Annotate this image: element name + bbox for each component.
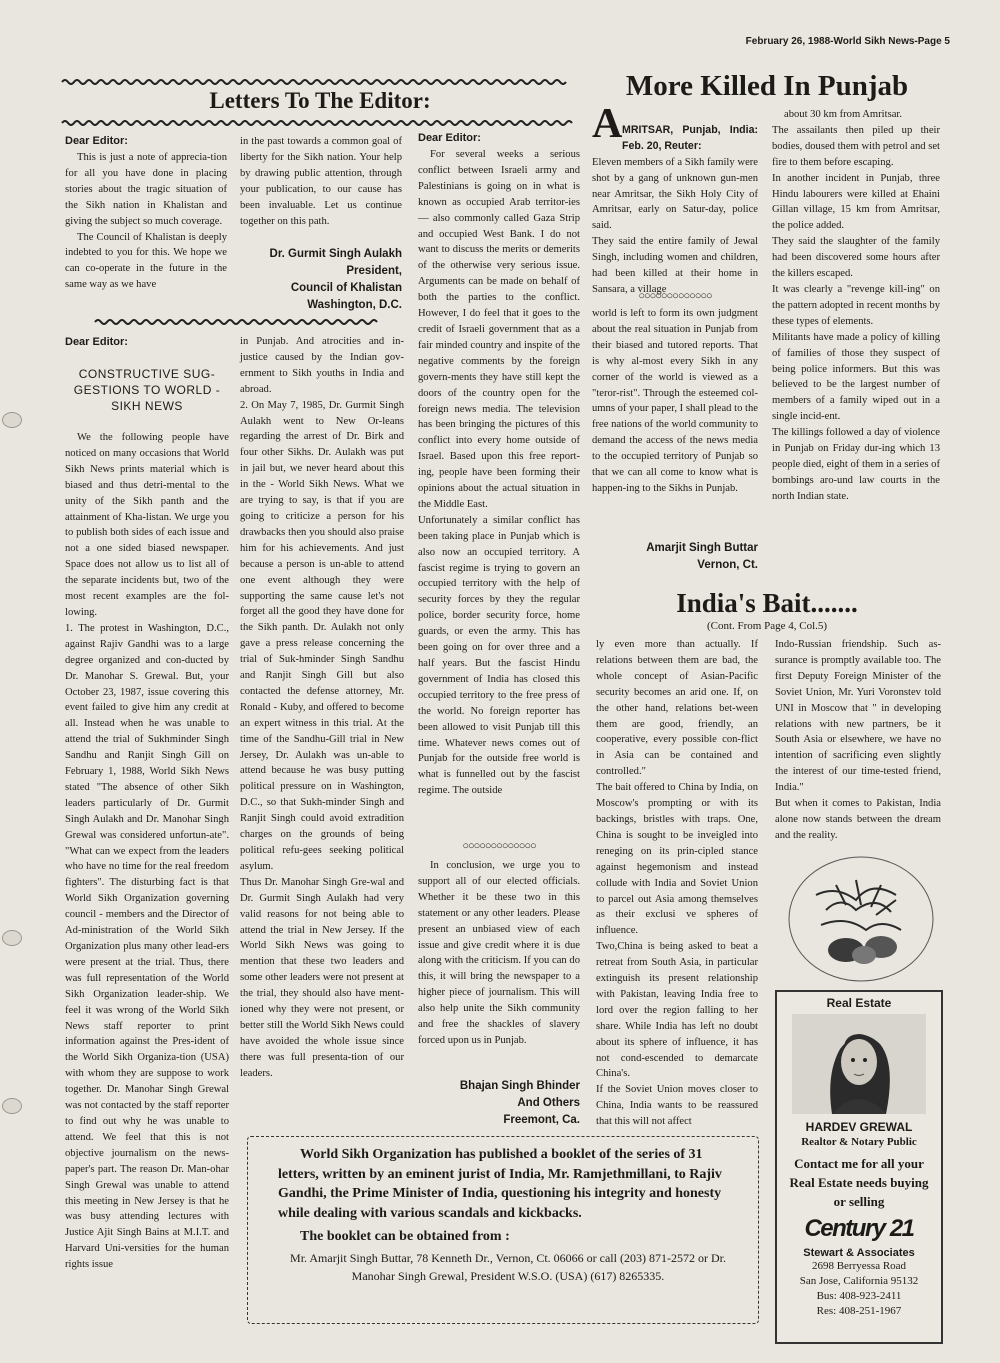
signature-line: Freemont, Ca. xyxy=(503,1114,580,1126)
punjab-paragraph: Eleven members of a Sikh family were shot by a gang of unknown gun-men near Amritsar, the Sikh Holy City of Amritsar, early on Satur-day, police said. They said the entire family of Jewal Singh, including women and children, had been killed at their home in Sansara, a village xyxy=(592,156,758,295)
punjab-title: More Killed In Punjab xyxy=(625,70,909,102)
letter1-salutation: Dear Editor: xyxy=(65,135,128,147)
ad-address-line: San Jose, California 95132 xyxy=(799,1275,919,1287)
bait-paragraph: Indo-Russian friendship. Such as-surance is promptly available too. The first Deputy Foreign Minister of the Soviet Union, Mr. Yuri Voronstev told UNI in Moscow that " in developing relations with new partners, be it South Asia or elsewhere, we have no intention of sacrificing even slightly the interest of our time-tested friend, India." But when it comes to Pakistan, India alone now stands between the dream and the reality. xyxy=(775,639,941,841)
booklet-subheading: The booklet can be obtained from : xyxy=(300,1229,510,1244)
letter2-body-col1 xyxy=(65,430,229,1330)
letter3-paragraph: For several weeks a serious conflict between Israeli army and Palestinians is going on in what is known as occupied Arab territor-ies — also commonly called Gaza Strip and occupied West Bank. I do not want to discuss the merits or demerits of the otherwise very serious issue. Arguments can be made on behalf of both the parties to the conflict. However, I do feel that it goes to the credit of Israeli government that as a fair minded country and inspite of the negative comments by the foreign govern-ments they have still kept the doors of the country open for the foreign news media. The television has been bringing the pictures of this conflict into every home outside of Israel. Based upon this free report-ing, people have been forming their opinions about the actual situation in the Middle East. Unfortunately a similar conflict has been taking place in Punjab which is also now an occupied territory. A fascist regime is trying to govern an occupied territory with the help of security forces by they the regular police, border security force, home guards, or even the army. This has been going on for over three and a half years. But the fascist Hindu government of India has closed this occupied territory to the free press of the world. No foreign reporter has been allowed to visit Punjab till this time. Whatever news comes out of Punjab for the outside free world is what is funnelled out by the fascist regime. The outside xyxy=(418,149,580,797)
letter2-salutation: Dear Editor: xyxy=(65,336,128,348)
punjab-col1-a xyxy=(592,107,758,295)
punjab-col1-b xyxy=(592,306,758,530)
divider-squiggle-rule xyxy=(95,318,375,326)
letter1-paragraph: in the past towards a common goal of liberty for the Sikh nation. Your help by drawing public attention, through your publication, to our cause has been invaluable. Let us continue together on this path. xyxy=(240,136,402,227)
bait-paragraph: ly even more than actually. If relations between them are bad, the whole concept of Asian-Pacific security becomes an arid one. If, on the other hand, relations bet-ween them are good, friendly, an cooperative, every possible con-flict in Asia can be contained and controlled." The bait offered to China by India, on Moscow's prompting or with its backings, bristles with traps. One, China is sought to be inveigled into reneging on its prin-cipled stance against hegemonism and instead collude with India and Soviet Union to parcel out Asia among themselves as their exclusi ve spheres of influence. Two,China is being asked to beat a retreat from South Asia, in particular extinguish its present relationship with Pakistan, leaving India free to lord over the region falling to her share. While India has left no doubt about its sphere of influence, it has not cond-escended to demarcate China's. If the Soviet Union moves closer to China, India wants to be reassured that this will not affect xyxy=(596,639,758,1128)
punjab-paragraph: about 30 km from Amritsar. The assailants then piled up their bodies, doused them with petrol and set fire to them before escaping. In another incident in Punjab, three Hindu labourers were killed at Ehaini Gillan village, 15 km from Amritsar, the police added. They said the slaughter of the family had been discovered some hours after the killers escaped. It was clearly a "revenge kill-ing" on the pattern adopted in recent months by these types of elements. Militants have made a policy of killing of families of those they suspect of being police informers. But this was believed to be the largest number of members of a family wiped out in a single incid-ent. The killings followed a day of violence in Punjab on Friday dur-ing which 13 people died, eight of them in a series of bombings aro-und law courts in the north Indian state. xyxy=(772,109,940,502)
letter2-paragraph: in Punjab. And atrocities and in-justice caused by the Indian gov-ernment to Sikh youths in India and abroad. 2. On May 7, 1985, Dr. Gurmit Singh Aulakh went to New Or-leans regarding the arrest of Dr. Birk and four other Sikhs. Dr. Aulakh was put in jail but, we never heard about this in the - World Sikh News. What we are trying to say, is that if you are going to criticize a person for his drawbacks then you should also praise him for his achievements. And just because a person is un-able to attend one event although they were supporting the same cause let's not forget all the good they have done for the Sikh panth. Dr. Aulakh not only gave a press release concerning the trial of Suk-hminder Singh Sandhu and Ranjit Singh Gill but also contacted the defense attorney, Mr. Ronald - Kuby, and offered to become an expert witness in this trial. At the time of the Sandhu-Gill trial in New Jersey, Dr. Aulakh was un-able to attend because he was busy putting political pressure on in Washington, D.C., so that Sukh-minder Singh and Ranjit Singh could avoid extradition charges on the grounds of being political refu-gees seeking political asylum. Thus Dr. Manohar Singh Gre-wal and Dr. Gurmit Singh Aulakh had very valid reasons for not being able to attend the trial in New Jersey. If the World Sikh News was going to mention that these two leaders and some other leaders were not present at the trial, they should also have ment-ioned why they were not present, or better still the World Sikh News could have avoided the whole issue since there was full presenta-tion of our leaders. xyxy=(240,336,404,1079)
letter1-body-col1 xyxy=(65,150,227,296)
punjab-paragraph: world is left to form its own judgment about the real situation in Punjab from their biased and tutored reports. That is why al-most every Sikh in any corner of the world is viewed as a "teror-rist". Through the esteemed col-umns of your paper, I shall plead to the free nations of the world community to demand the access of the news media to the occupied territory of Punjab so that we can all come to know what is happen-ing to the Sikhs in Punjab. xyxy=(592,308,758,494)
decorative-illustration xyxy=(786,855,936,983)
binder-hole xyxy=(2,930,22,946)
signature-line: Amarjit Singh Buttar xyxy=(646,542,758,554)
signature-line: Dr. Gurmit Singh Aulakh xyxy=(269,248,402,260)
signature-line: Vernon, Ct. xyxy=(697,559,758,571)
real-estate-ad xyxy=(775,990,943,1344)
booklet-contacts: Mr. Amarjit Singh Buttar, 78 Kenneth Dr., Vernon, Ct. 06066 or call (203) 871-2572 or Dr. Manohar Singh Grewal, President W.S.O. (USA) (617) 8265335. xyxy=(290,1251,726,1283)
agent-photo xyxy=(792,1014,926,1114)
letter2-paragraph: We the following people have noticed on many occasions that World Sikh News prints material which is biased and thus detri-mental to the unity of the Sikh panth and the attainment of Kha-listan. We urge you to publish both sides of each issue and not a one sided biased newspaper. Space does not allow us to list all of the separate incidents but, two of the most recent examples are the fol-lowing. 1. The protest in Washington, D.C., against Rajiv Gandhi was to a large degree organized and con-ducted by Dr. Manohar S. Grewal. But, your October 23, 1987, issue covering this event failed to give him any credit at all. Instead when he was unable to attend the trial of Sukhminder Singh Sandhu and Ranjit Singh Gill on February 1, 1988, World Sikh News stated "The absence of other Sikh leaders particularly of Dr. Gurmit Singh Aulakh and Dr. Manohar Singh Grewal was considered unfortun-ate". "What can we expect from the leaders who have no time for the real freedom fighters". The disturbing fact is that World Sikh Organization governing council - members and the Director of Ad-ministration of the World Sikh Organization plus many other lead-ers were present at the trial. Thus, there was full representation of the World Sikh Organization leader-ship. We feel it was wrong of the World Sikh News staff reporter to print information against the Pres-ident of the World Sikh Organiza-tion (USA) with whom they are suppose to work together. Dr. Manohar Singh Grewal was not contacted by the staff reporter to find out why he was unable to attend. We feel that this is not objective journalism on the news-paper's part. The reason Dr. Man-ohar Singh Grewal was unable to attend this meeting in New Jersey is that he was busy attending lectures with Justice Ajit Singh Bains at M.I.T. and Harvard Uni-versities for the human rights issue xyxy=(65,432,229,1271)
letter3-paragraph: In conclusion, we urge you to support all of our elected officials. Whether it be these two in this statement or any other leaders. Please present an unbiased view of each issue and give credit where it is due along with the criticism. If you can do this, it will bring the newspaper to a higher piece of journalism. This will also help unite the Sikh community and free the shackles of slavery forced upon us in Punjab. xyxy=(418,860,580,1046)
ad-phone-residence: Res: 408-251-1967 xyxy=(816,1305,902,1317)
letters-title: Letters To The Editor: xyxy=(209,88,431,113)
bait-col2 xyxy=(775,637,941,849)
binder-hole xyxy=(2,412,22,428)
booklet-notice xyxy=(247,1136,759,1324)
agent-pitch: Contact me for all your Real Estate needs buying or selling xyxy=(789,1156,929,1209)
title-squiggle-rule xyxy=(62,119,578,127)
bait-title: India's Bait....... xyxy=(676,588,858,618)
letter3-salutation: Dear Editor: xyxy=(418,132,481,144)
signature-line: Council of Khalistan xyxy=(290,282,402,294)
signature-line: And Others xyxy=(517,1097,580,1109)
top-squiggle-rule xyxy=(62,78,578,86)
punjab-dropcap: A xyxy=(592,101,623,147)
agent-role: Realtor & Notary Public xyxy=(801,1136,917,1148)
dot-ornament: ○○○○○○○○○○○○○ xyxy=(638,290,712,302)
letter1-paragraph: This is just a note of apprecia-tion for all you have done in placing stories about the tragic situation of the Sikh nation in Khalistan and giving the subject so much coverage. xyxy=(65,152,227,227)
letter1-signature xyxy=(240,246,402,314)
letter3-body-a xyxy=(418,147,580,833)
ad-phone-business: Bus: 408-923-2411 xyxy=(816,1290,902,1302)
punjab-paragraph xyxy=(592,107,758,155)
letter3-signature xyxy=(418,1078,580,1129)
century21-logo: Century 21 xyxy=(804,1215,914,1242)
ad-address-line: 2698 Berryessa Road xyxy=(811,1260,907,1272)
ad-company: Stewart & Associates xyxy=(803,1247,915,1259)
page-header: February 26, 1988-World Sikh News-Page 5 xyxy=(745,36,950,47)
punjab-dateline: MRITSAR, Punjab, India: Feb. 20, Reuter: xyxy=(622,123,758,152)
letter1-body-col2 xyxy=(240,134,402,234)
signature-line: President, xyxy=(346,265,402,277)
letter1-paragraph: The Council of Khalistan is deeply indebted to you for this. We hope we can co-operate in the future in the same way as we have xyxy=(65,231,227,291)
letter3-body-b xyxy=(418,858,580,1066)
booklet-text: World Sikh Organization has published a booklet of the series of 31 letters, written by an eminent jurist of India, Mr. Ramjethmillani, to Rajiv Gandhi, the Prime Minister of India, questioning his integrity and honesty while dealing with various scandals and kickbacks. xyxy=(278,1147,722,1221)
ad-label: Real Estate xyxy=(826,996,892,1010)
signature-line: Washington, D.C. xyxy=(307,299,402,311)
punjab-signature xyxy=(592,540,758,574)
letter2-body-col2 xyxy=(240,334,404,1126)
binder-hole xyxy=(2,1098,22,1114)
letter2-heading: CONSTRUCTIVE SUG-GESTIONS TO WORLD - SIKH NEWS xyxy=(73,367,221,413)
bait-col1 xyxy=(596,637,758,1133)
agent-name: HARDEV GREWAL xyxy=(805,1120,913,1134)
signature-line: Bhajan Singh Bhinder xyxy=(459,1080,580,1092)
dot-ornament: ○○○○○○○○○○○○○ xyxy=(462,840,536,852)
bait-subtitle: (Cont. From Page 4, Col.5) xyxy=(706,620,828,632)
punjab-col2 xyxy=(772,107,940,577)
